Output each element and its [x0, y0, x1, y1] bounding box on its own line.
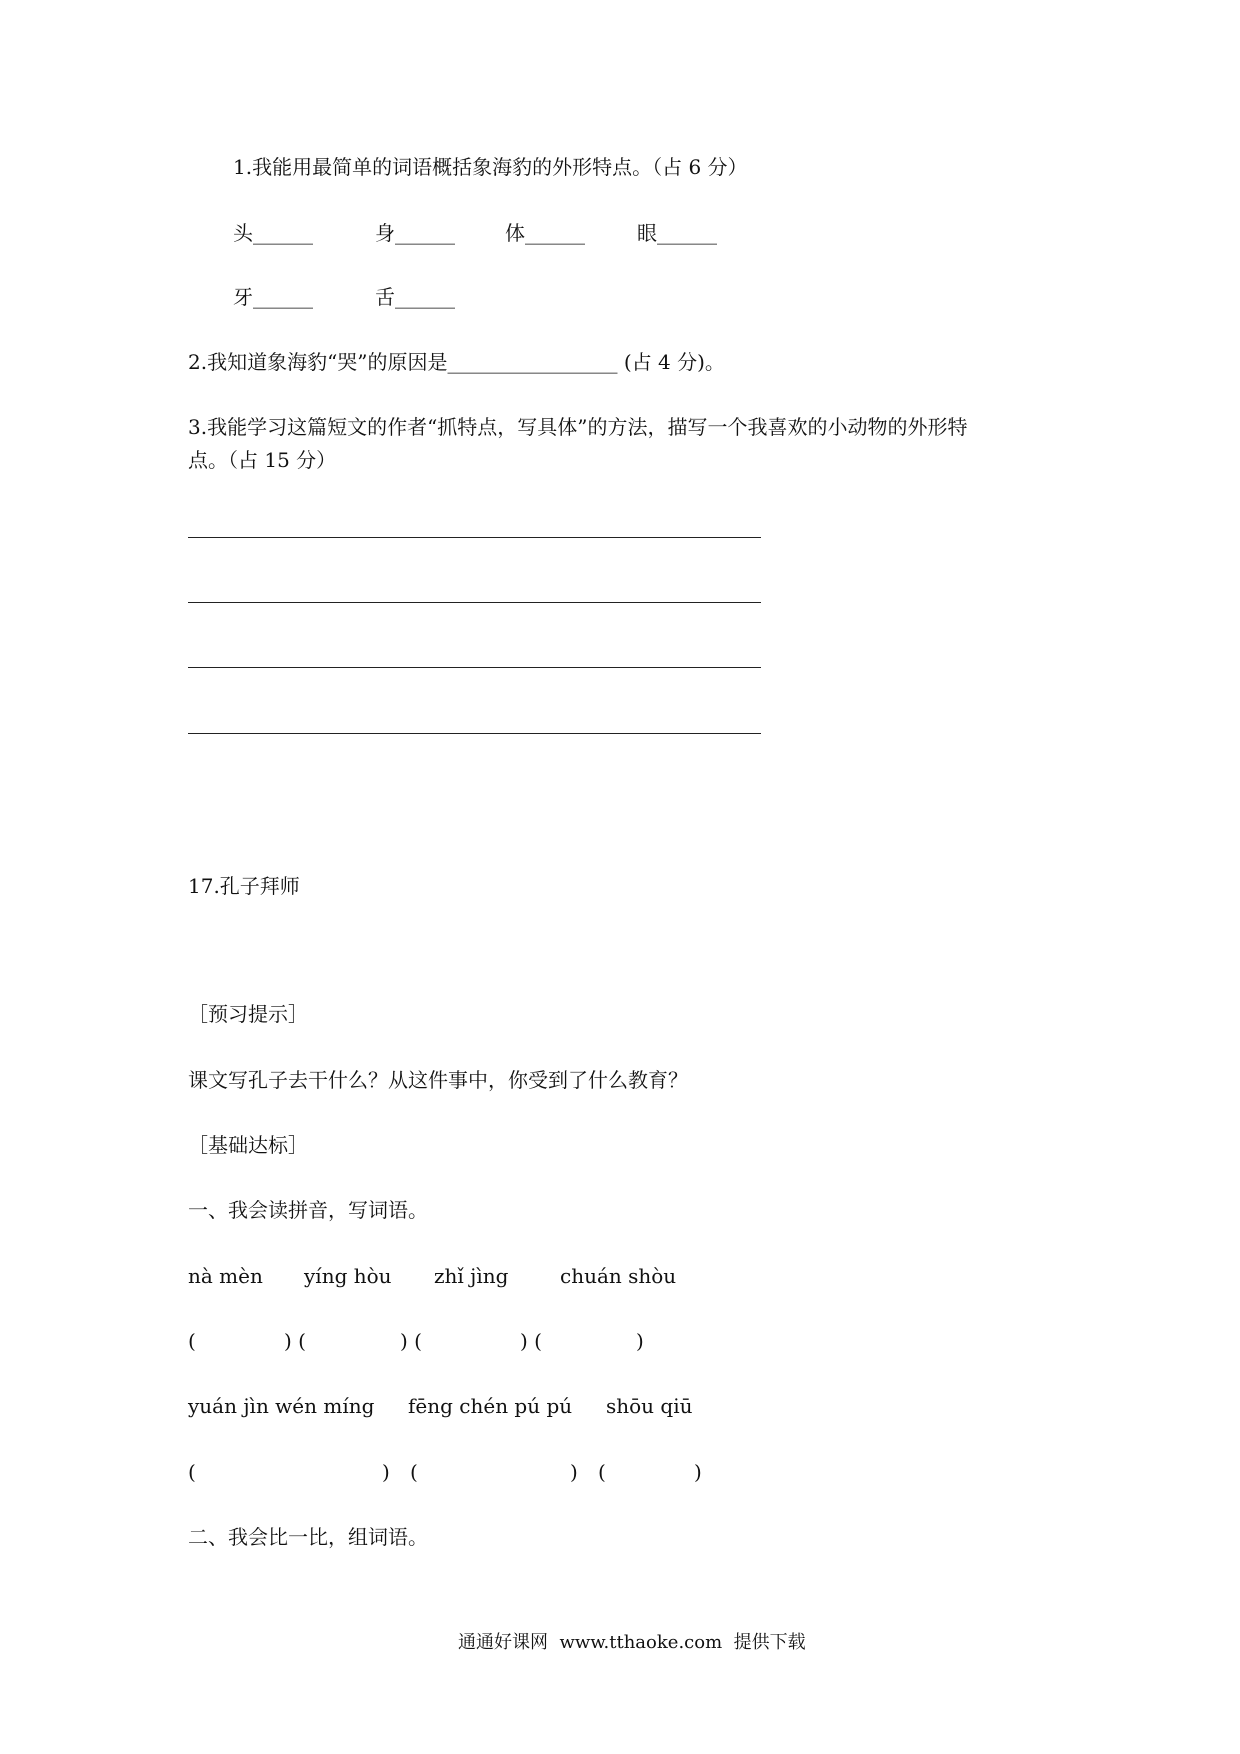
pinyin-item: chuán shòu [560, 1264, 677, 1288]
preview-text: 课文写孔子去干什么？从这件事中，你受到了什么教育？ [188, 1068, 688, 1092]
pinyin-item: zhǐ jìng [434, 1264, 509, 1288]
fill-shape: 体______ [505, 221, 585, 245]
question-1: 1.我能用最简单的词语概括象海豹的外形特点。（占 6 分） [233, 155, 748, 179]
fill-head: 头______ [233, 221, 313, 245]
answer-paren: ) [382, 1460, 390, 1484]
answer-paren: ( [410, 1460, 418, 1484]
answer-paren: ) ( [520, 1329, 542, 1353]
fill-tooth: 牙______ [233, 285, 313, 309]
basic-heading: ［基础达标］ [188, 1133, 308, 1157]
question-3-line-1: 3.我能学习这篇短文的作者“抓特点，写具体”的方法，描写一个我喜欢的小动物的外形特 [188, 415, 968, 439]
fill-tongue: 舌______ [375, 285, 455, 309]
pinyin-item: fēng chén pú pú [408, 1394, 573, 1418]
answer-paren: ( [598, 1460, 606, 1484]
question-2: 2.我知道象海豹“哭”的原因是_________________ (占 4 分)。 [188, 350, 725, 374]
part-1-title: 一、我会读拼音，写词语。 [188, 1198, 428, 1222]
pinyin-item: yuán jìn wén míng [188, 1394, 375, 1418]
pinyin-item: shōu qiū [606, 1394, 693, 1418]
fill-eye: 眼______ [637, 221, 717, 245]
answer-paren: ) [694, 1460, 702, 1484]
answer-paren: ) [636, 1329, 644, 1353]
answer-paren: ( [188, 1460, 196, 1484]
lesson-title: 17.孔子拜师 [188, 874, 300, 898]
answer-line [188, 537, 761, 538]
fill-body: 身______ [375, 221, 455, 245]
answer-line [188, 733, 761, 734]
answer-line [188, 667, 761, 668]
answer-paren: ) ( [284, 1329, 306, 1353]
answer-paren: ) [570, 1460, 578, 1484]
answer-paren: ( [188, 1329, 196, 1353]
part-2-title: 二、我会比一比，组词语。 [188, 1525, 428, 1549]
pinyin-item: nà mèn [188, 1264, 263, 1288]
footer-credit: 通通好课网 www.tthaoke.com 提供下载 [458, 1632, 806, 1653]
preview-heading: ［预习提示］ [188, 1002, 308, 1026]
answer-paren: ) ( [400, 1329, 422, 1353]
question-3-line-2: 点。（占 15 分） [188, 448, 337, 472]
pinyin-item: yíng hòu [304, 1264, 392, 1288]
answer-line [188, 602, 761, 603]
